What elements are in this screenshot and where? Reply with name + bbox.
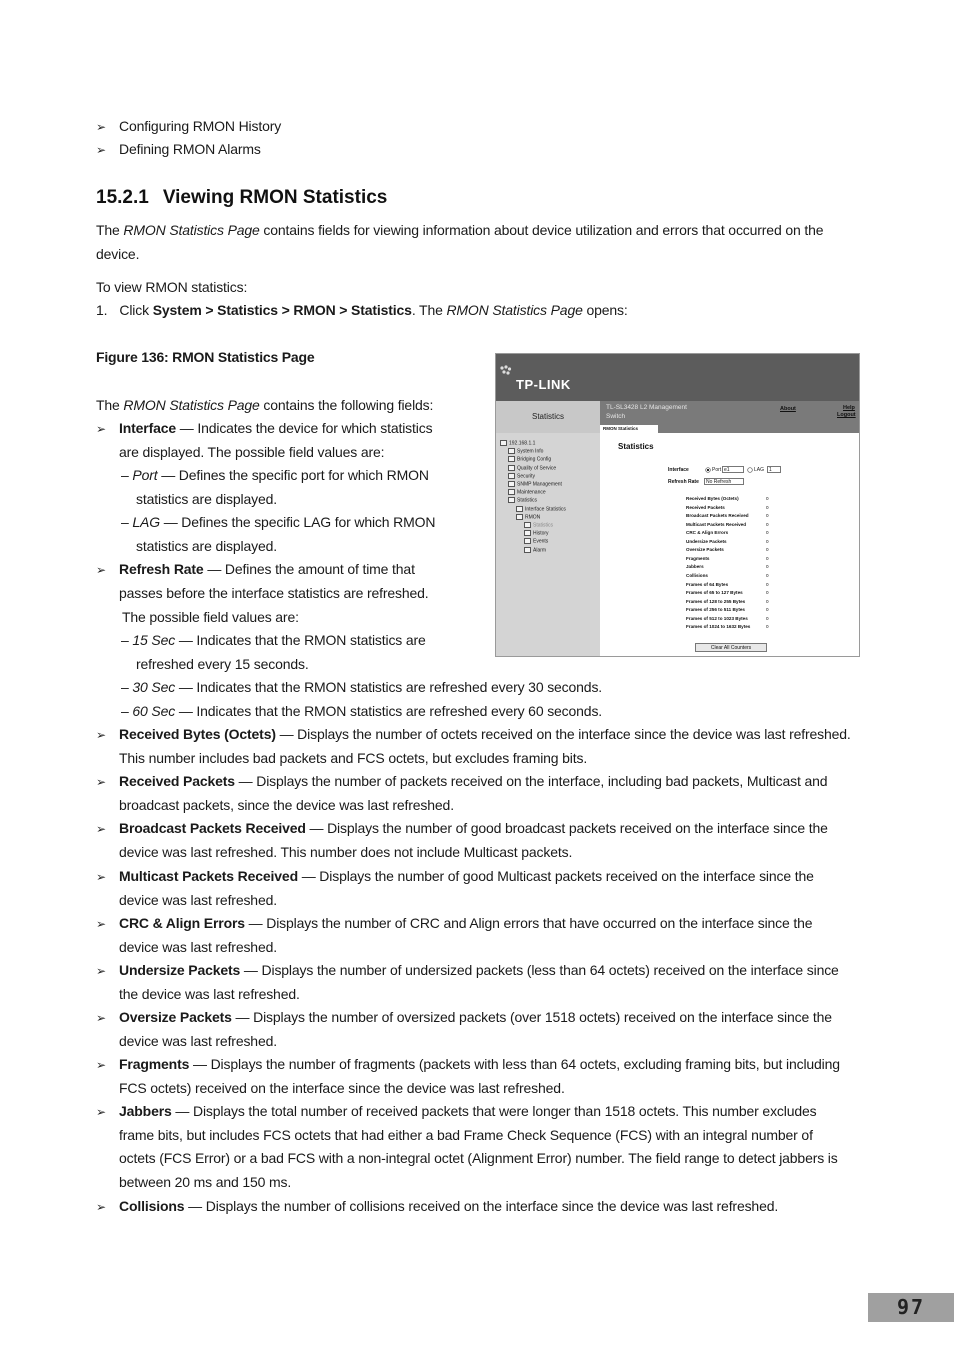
text: TL-SL3428 L2 Management [606, 404, 687, 411]
field-description-cont: between 20 ms and 150 ms. [119, 1173, 292, 1190]
tree-item[interactable] [500, 440, 535, 446]
about-link[interactable]: About [780, 406, 796, 412]
clear-all-counters-button[interactable]: Clear All Counters [695, 643, 767, 652]
stat-value: 0 [766, 547, 769, 553]
tree-item[interactable] [516, 514, 540, 520]
folder-icon [508, 465, 515, 471]
stat-value: 0 [766, 538, 769, 544]
tree-item-label: Maintenance [517, 489, 546, 496]
bullet-icon: ➢ [96, 120, 107, 134]
stat-label: Frames of 256 to 511 Bytes [686, 607, 745, 613]
text: – [121, 467, 133, 483]
stat-value: 0 [766, 555, 769, 561]
folder-icon [508, 497, 515, 503]
text: statistics are displayed. [136, 491, 277, 507]
field-description [119, 865, 858, 889]
tp-link-logo-icon [499, 364, 513, 378]
product-name [606, 403, 716, 421]
field-description [119, 723, 858, 747]
text: The [96, 222, 124, 238]
tree-item[interactable] [516, 506, 566, 512]
bullet-icon: ➢ [96, 1011, 107, 1025]
text: — Indicates that the RMON statistics are refreshed every 30 seconds. [175, 679, 603, 695]
stat-label: Frames of 512 to 1023 Bytes [686, 615, 748, 621]
stat-value: 0 [766, 590, 769, 596]
tree-root-icon [500, 440, 507, 446]
stat-value: 0 [766, 598, 769, 604]
stat-value: 0 [766, 564, 769, 570]
stat-value: 0 [766, 624, 769, 630]
bullet-icon: ➢ [96, 775, 107, 789]
port-label: Port [712, 467, 722, 473]
value-port [121, 464, 454, 488]
tree-item[interactable] [508, 448, 543, 454]
stat-value: 0 [766, 530, 769, 536]
field-description-cont: device was last refreshed. [119, 891, 277, 908]
intro-paragraph-cont: device. [96, 246, 140, 262]
field-description [119, 912, 858, 936]
tree-item[interactable] [524, 538, 548, 544]
list-item: Configuring RMON History [119, 118, 282, 134]
stat-label: Received Bytes (Octets) [686, 496, 739, 501]
bullet-icon: ➢ [96, 870, 107, 884]
stat-label: CRC & Align Errors [686, 530, 729, 536]
tree-item-label: Interface Statistics [525, 505, 566, 512]
text: contains the following fields: [259, 397, 434, 413]
value-60-sec [121, 700, 602, 724]
page-number: 97 [896, 1295, 926, 1319]
field-description-cont: device was last refreshed. This number does not include Multicast packets. [119, 843, 573, 860]
field-name: Oversize Packets [119, 1009, 232, 1025]
folder-icon [524, 522, 531, 528]
panel-title: Statistics [496, 401, 600, 433]
text: refreshed every 15 seconds. [136, 656, 309, 672]
folder-icon [508, 456, 515, 462]
stat-label: Collisions [686, 572, 708, 578]
fields-intro [96, 394, 433, 418]
field-name: Received Bytes (Octets) [119, 726, 276, 742]
tree-item-label: Statistics [517, 497, 538, 504]
folder-icon [516, 514, 523, 520]
tree-item[interactable] [508, 473, 535, 479]
field-name: CRC & Align Errors [119, 915, 245, 931]
tree-item-label: System Info [517, 448, 544, 455]
field-name: Refresh Rate [119, 561, 204, 577]
field-name: Received Packets [119, 773, 235, 789]
folder-icon [508, 489, 515, 495]
logo: TP-LINK [516, 377, 571, 392]
value-15-sec [121, 629, 454, 653]
port-select[interactable]: e1 [722, 466, 744, 473]
instructions-heading: To view RMON statistics: [96, 279, 248, 295]
tree-item[interactable] [524, 530, 549, 536]
text: — Displays the number of CRC and Align errors that have occurred on the interface since the [244, 915, 813, 931]
folder-icon [516, 506, 523, 512]
tree-item-label: Quality of Service [517, 464, 557, 471]
bullet-icon: ➢ [96, 563, 107, 577]
stat-value: 0 [766, 607, 769, 613]
bullet-icon: ➢ [96, 822, 107, 836]
folder-icon [524, 530, 531, 536]
text: – [121, 514, 133, 530]
field-description [119, 1053, 858, 1077]
step-number: 1. [96, 302, 108, 318]
stat-label: Multicast Packets Received [686, 521, 747, 527]
text: opens: [582, 302, 628, 318]
text: — Displays the number of oversized packets (over 1518 octets) received on the interface since the [231, 1009, 832, 1025]
text: — Displays the total number of received packets that were longer than 1518 octets. This number excludes [171, 1103, 817, 1119]
intro-paragraph [96, 219, 858, 243]
field-interface [119, 417, 454, 441]
stat-value: 0 [766, 615, 769, 621]
stat-label: Frames of 1024 to 1632 Bytes [686, 624, 751, 630]
stat-label: Undersize Packets [686, 538, 727, 544]
stat-label: Frames of 128 to 255 Bytes [686, 598, 746, 604]
text: — Defines the specific LAG for which RMON [159, 514, 436, 530]
logout-link[interactable]: Logout [837, 412, 856, 418]
value-name: 15 Sec [132, 632, 176, 648]
lag-label: LAG [754, 467, 765, 473]
field-description [119, 770, 858, 794]
page-reference: RMON Statistics Page [123, 222, 260, 238]
tree-item[interactable] [508, 456, 551, 462]
text: — Displays the number of fragments (packets with less than 64 octets, excluding framing bits, but including [189, 1056, 840, 1072]
folder-icon [508, 448, 515, 454]
tree-item-label: Bridging Config [517, 456, 552, 463]
text: Switch [606, 413, 626, 420]
text: — Indicates the device for which statistics [176, 420, 433, 436]
bullet-icon: ➢ [96, 1058, 107, 1072]
radio-icon[interactable] [747, 467, 753, 473]
rmon-statistics-screenshot [495, 353, 860, 657]
text: The possible field values are: [122, 609, 299, 625]
tree-item-label: Security [517, 473, 536, 480]
stat-label: Fragments [686, 555, 710, 561]
stat-value: 0 [766, 581, 769, 587]
folder-icon [524, 547, 531, 553]
text: contains fields for viewing information about device utilization and errors that occurred on the [259, 222, 824, 238]
field-description [119, 817, 858, 841]
section-heading [96, 187, 387, 209]
bullet-icon: ➢ [96, 422, 107, 436]
bullet-icon: ➢ [96, 1105, 107, 1119]
tab-rmon-statistics[interactable]: RMON Statistics [600, 425, 658, 433]
radio-selected-icon[interactable] [705, 467, 711, 473]
field-description-cont: device was last refreshed. [119, 938, 277, 955]
bullet-icon: ➢ [96, 728, 107, 742]
screenshot-main [600, 433, 859, 656]
stat-label: Frames of 64 Bytes [686, 581, 729, 587]
screenshot-header [496, 354, 859, 401]
screenshot-page-title: Statistics [618, 442, 654, 451]
text: — Displays the number of good Multicast packets received on the interface since the [297, 868, 814, 884]
field-refresh-rate [119, 558, 454, 582]
tree-item-label: Events [533, 538, 549, 545]
text: — Defines the amount of time that [203, 561, 415, 577]
value-name: LAG [132, 514, 160, 530]
text: – [121, 703, 133, 719]
field-name: Jabbers [119, 1103, 172, 1119]
field-description-cont: device was last refreshed. [119, 1032, 277, 1049]
field-description [119, 1195, 778, 1219]
field-name: Undersize Packets [119, 962, 241, 978]
help-link[interactable]: Help [843, 405, 855, 411]
navigation-tree [496, 433, 600, 656]
field-name: Multicast Packets Received [119, 868, 298, 884]
text: The [96, 397, 124, 413]
field-name: Collisions [119, 1198, 185, 1214]
tab-bar [600, 425, 859, 433]
tree-item[interactable] [508, 465, 556, 471]
text: — Indicates that the RMON statistics are refreshed every 60 seconds. [175, 703, 603, 719]
stat-value: 0 [766, 513, 769, 519]
stat-value: 0 [766, 496, 769, 501]
tree-item-label: 192.168.1.1 [509, 440, 536, 447]
value-name: 60 Sec [132, 703, 176, 719]
top-bar [600, 401, 859, 425]
bullet-icon: ➢ [96, 964, 107, 978]
bullet-icon: ➢ [96, 917, 107, 931]
text: — Displays the number of octets received on the interface since the device was last refreshed. [275, 726, 851, 742]
page-number-box [868, 1293, 954, 1322]
field-name: Broadcast Packets Received [119, 820, 306, 836]
folder-icon [508, 481, 515, 487]
field-description-cont: frame bits, but includes FCS octets that had either a bad Frame Check Sequence (FCS) with an integral number of [119, 1126, 813, 1143]
text: – [121, 679, 133, 695]
text: – [121, 632, 133, 648]
bullet-icon: ➢ [96, 1200, 107, 1214]
refresh-rate-select[interactable]: No Refresh [704, 478, 744, 485]
section-title: Viewing RMON Statistics [162, 187, 388, 208]
field-name: Fragments [119, 1056, 190, 1072]
text: — Displays the number of collisions received on the interface since the device was last refreshed. [184, 1198, 779, 1214]
step-1 [96, 299, 628, 323]
field-name: Interface [119, 420, 177, 436]
interface-label: Interface [668, 467, 689, 473]
stat-label: Oversize Packets [686, 547, 724, 553]
tree-item-label: Alarm [533, 546, 547, 553]
stat-label: Frames of 65 to 127 Bytes [686, 590, 743, 596]
value-name: 30 Sec [132, 679, 176, 695]
page-reference: RMON Statistics Page [446, 302, 583, 318]
menu-path: System > Statistics > RMON > Statistics [152, 302, 412, 318]
stat-label: Jabbers [686, 564, 704, 570]
field-description-cont: FCS octets) received on the interface since the device was last refreshed. [119, 1079, 565, 1096]
value-30-sec [121, 676, 602, 700]
text: statistics are displayed. [136, 538, 277, 554]
field-description-cont: the device was last refreshed. [119, 985, 300, 1002]
figure-caption: Figure 136: RMON Statistics Page [96, 349, 315, 365]
folder-icon [508, 473, 515, 479]
folder-icon [524, 538, 531, 544]
text: . The [411, 302, 447, 318]
tree-item[interactable] [508, 489, 546, 495]
tree-item-label: RMON [525, 514, 541, 521]
field-description [119, 959, 858, 983]
text: — Displays the number of good broadcast packets received on the interface since the [305, 820, 828, 836]
stat-value: 0 [766, 504, 769, 510]
section-number: 15.2.1 [96, 187, 149, 208]
tree-item[interactable] [524, 547, 546, 553]
lag-select[interactable]: 1 [767, 466, 781, 473]
text: — Displays the number of undersized packets (less than 64 octets) received on the interface since [240, 962, 839, 978]
tree-item-label: Statistics [533, 522, 554, 529]
field-description-cont: broadcast packets, since the device was last refreshed. [119, 796, 454, 813]
tree-item[interactable] [508, 497, 537, 503]
text: — Displays the number of packets received on the interface, including bad packets, Multicast and [234, 773, 828, 789]
text: — Defines the specific port for which RMON [157, 467, 429, 483]
text: passes before the interface statistics are refreshed. [119, 585, 429, 601]
text: — Indicates that the RMON statistics are [175, 632, 426, 648]
tree-item[interactable] [508, 481, 562, 487]
value-name: Port [132, 467, 158, 483]
stat-value: 0 [766, 572, 769, 578]
text: Click [119, 302, 153, 318]
field-description-cont: octets (FCS Error) or a bad FCS with a non-integral octet (Alignment Error) number. The field range to detect jabbers is [119, 1150, 838, 1167]
list-item: Defining RMON Alarms [119, 141, 261, 157]
page-reference: RMON Statistics Page [123, 397, 260, 413]
field-description [119, 1100, 858, 1124]
field-description-cont: This number includes bad packets and FCS octets, but excludes framing bits. [119, 749, 588, 766]
tree-item-label: SNMP Management [517, 481, 562, 488]
bullet-icon: ➢ [96, 143, 107, 157]
tree-item-label: History [533, 530, 549, 537]
stat-value: 0 [766, 521, 769, 527]
field-description [119, 1006, 858, 1030]
stat-label: Received Packets [686, 504, 725, 510]
text: are displayed. The possible field values are: [119, 444, 385, 460]
value-lag [121, 511, 454, 535]
tree-item[interactable] [524, 522, 553, 528]
stat-label: Broadcast Packets Received [686, 513, 749, 519]
refresh-rate-label: Refresh Rate [668, 479, 699, 485]
